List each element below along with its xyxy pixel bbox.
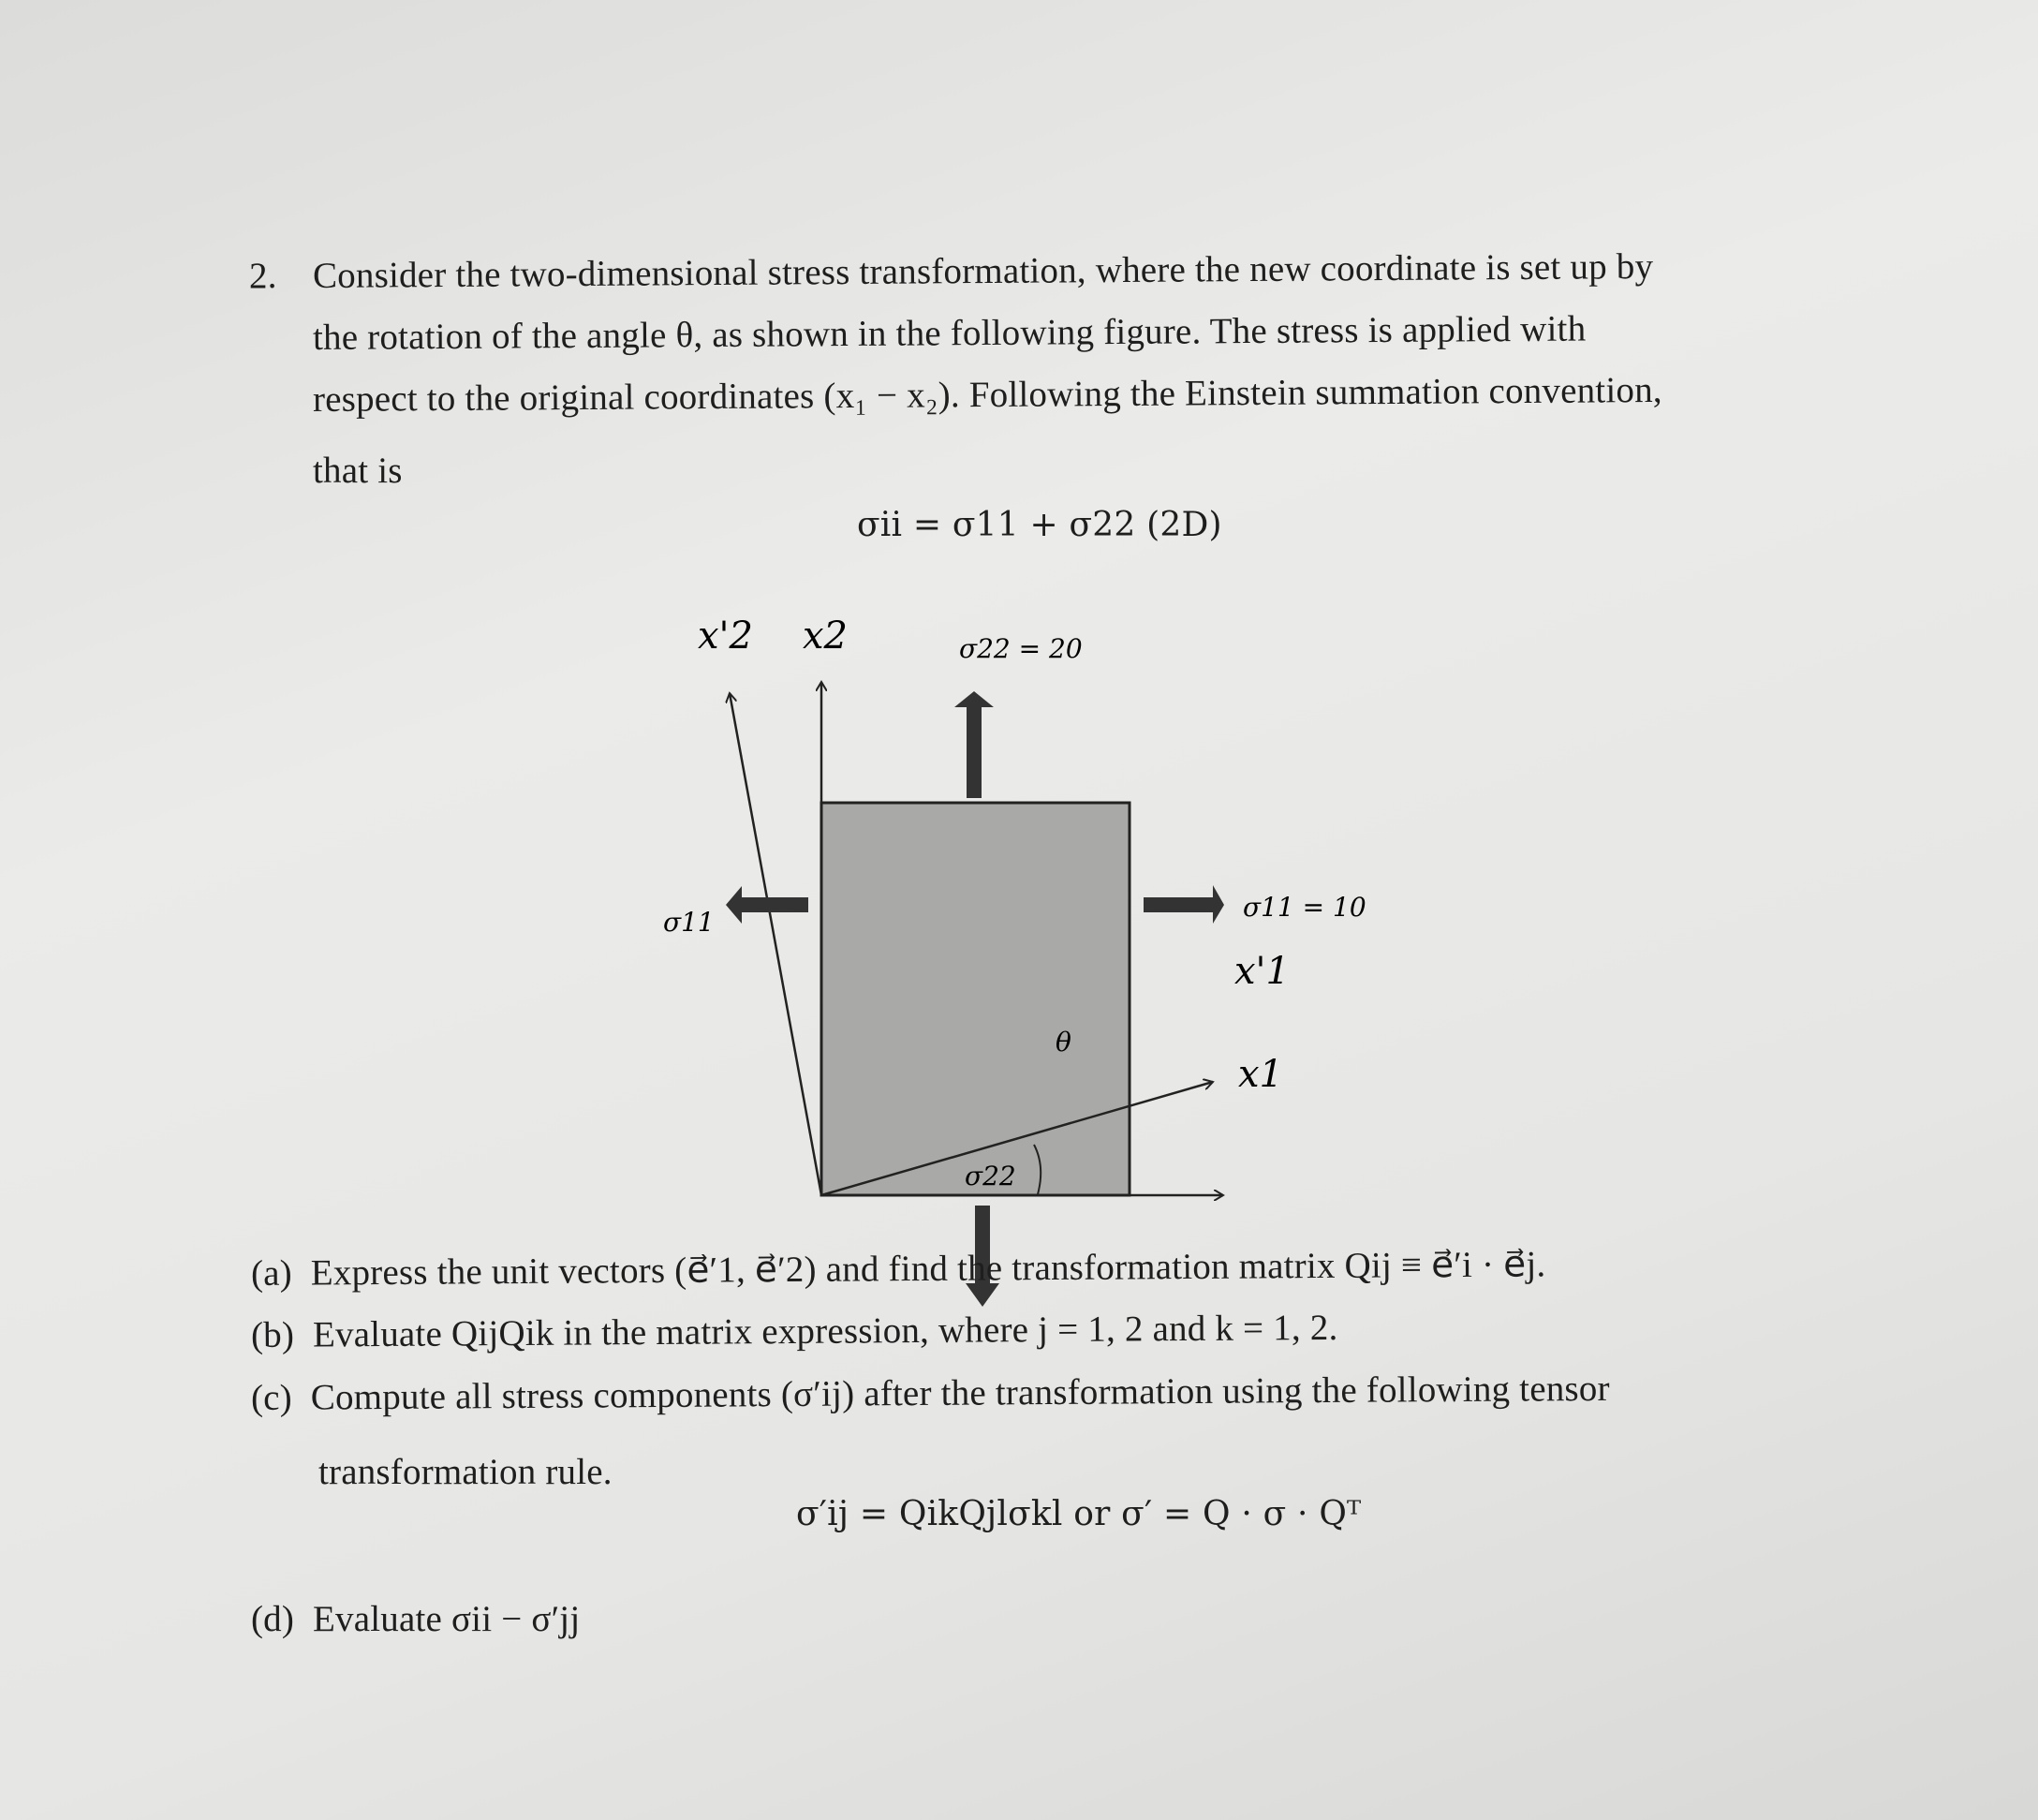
intro-line-4: that is [313,451,403,491]
intro-line-1: Consider the two-dimensional stress transformation, where the new coordinate is set up by [312,246,1654,296]
sigma11-right-arrow [1144,885,1224,924]
transformation-equation: σ′ij = QikQjlσkl or σ′ = Q · σ · Qᵀ [796,1495,1362,1533]
x2-label: x2 [803,614,849,658]
problem-number: 2. [249,256,277,296]
part-b-text: Evaluate QijQik in the matrix expression, where j = 1, 2 and k = 1, 2. [312,1307,1338,1355]
stress-element-box [821,803,1130,1195]
angle-label: θ [1056,1027,1071,1058]
part-d-text: Evaluate σii − σ′jj [312,1599,581,1639]
part-d-label: (d) [251,1599,295,1639]
x2-prime-axis [730,693,821,1195]
part-a-text: Express the unit vectors (e⃗′1, e⃗′2) and find the transformation matrix Qij ≡ e⃗′i · e⃗j. [310,1244,1546,1294]
x1-prime-label: x'1 [1234,950,1291,993]
part-b [251,1307,1338,1356]
part-c-label: (c) [250,1377,293,1418]
sigma22-bottom-label: σ22 [965,1161,1016,1191]
intro-line-3: respect to the original coordinates (x₁ − x₂). Following the Einstein summation convention, [312,369,1662,420]
part-b-label: (b) [250,1314,295,1355]
sigma22-top-label: σ22 = 20 [959,633,1083,664]
intro-line-2: the rotation of the angle θ, as shown in the following figure. The stress is applied with [312,308,1587,358]
part-c-text: Compute all stress components (σ′ij) after the transformation using the following tensor [310,1368,1610,1418]
sigma22-top-arrow [954,691,994,798]
einstein-equation: σii = σ11 + σ22 (2D) [857,506,1222,544]
sigma11-left-label: σ11 [663,907,715,938]
sigma11-right-label: σ11 = 10 [1243,892,1366,923]
part-d [251,1598,580,1640]
part-a-label: (a) [250,1252,293,1294]
x1-label: x1 [1238,1053,1284,1096]
x2-prime-label: x'2 [698,614,754,658]
part-c-line-2: transformation rule. [318,1452,613,1492]
